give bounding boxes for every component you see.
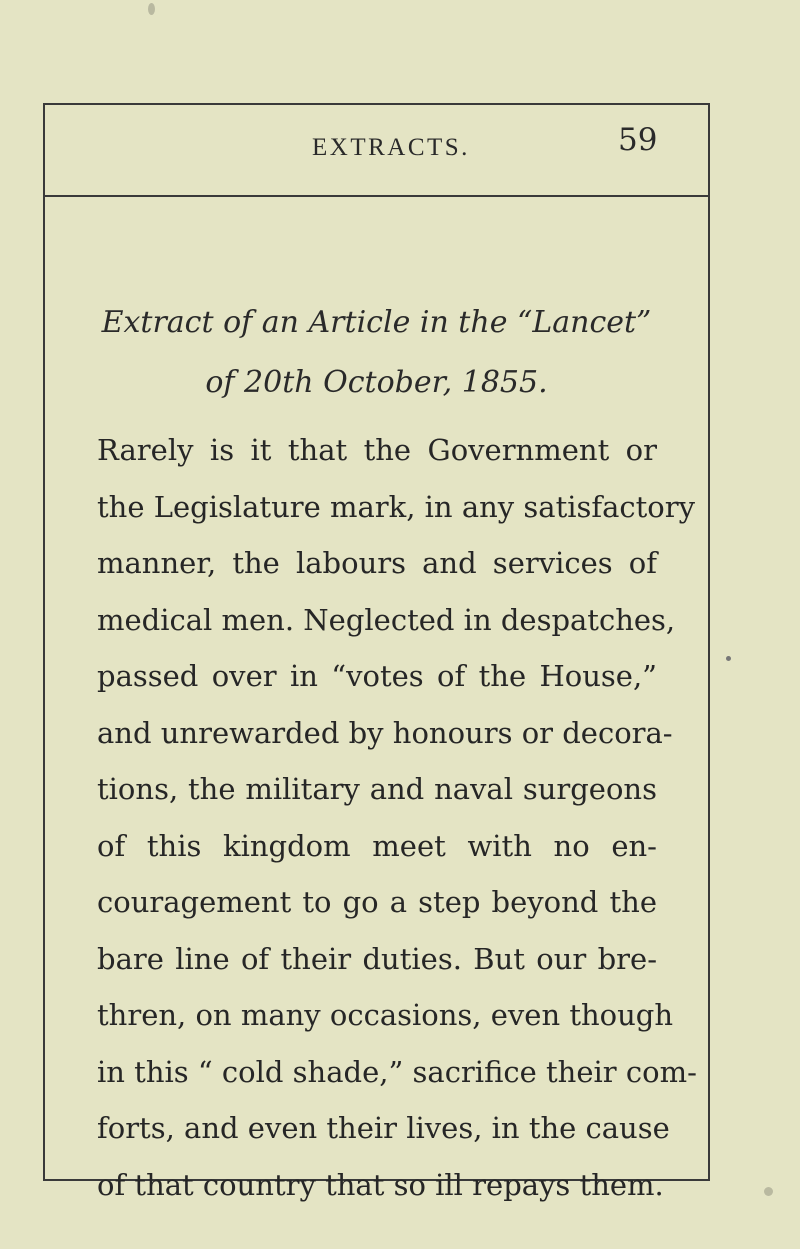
body-line-8: of this kingdom meet with no en- xyxy=(97,829,657,863)
body-line-12: in this “ cold shade,” sacrifice their com- xyxy=(97,1055,697,1089)
body-line-2: the Legislature mark, in any satisfactory xyxy=(97,490,695,524)
body-line-5: passed over in “votes of the House,” xyxy=(97,659,657,693)
paper-speck xyxy=(148,3,155,15)
body-line-13: forts, and even their lives, in the cause xyxy=(97,1111,670,1145)
body-line-10: bare line of their duties. But our bre- xyxy=(97,942,657,976)
article-title-line-1: Extract of an Article in the “Lancet” xyxy=(101,305,652,340)
body-line-6: and unrewarded by honours or decora- xyxy=(97,716,673,750)
body-line-3: manner, the labours and services of xyxy=(97,546,657,580)
body-line-7: tions, the military and naval surgeons xyxy=(97,772,657,806)
body-line-11: thren, on many occasions, even though xyxy=(97,998,674,1032)
header-rule xyxy=(43,195,710,197)
body-line-4: medical men. Neglected in despatches, xyxy=(97,603,676,637)
running-head: EXTRACTS. xyxy=(312,134,470,161)
body-line-1: Rarely is it that the Government or xyxy=(97,433,657,467)
paper-speck xyxy=(764,1187,773,1196)
body-line-9: couragement to go a step beyond the xyxy=(97,885,657,919)
page-number: 59 xyxy=(618,122,658,158)
article-title-line-2: of 20th October, 1855. xyxy=(205,365,548,400)
paper-speck xyxy=(726,656,731,661)
body-line-14: of that country that so ill repays them. xyxy=(97,1168,664,1202)
